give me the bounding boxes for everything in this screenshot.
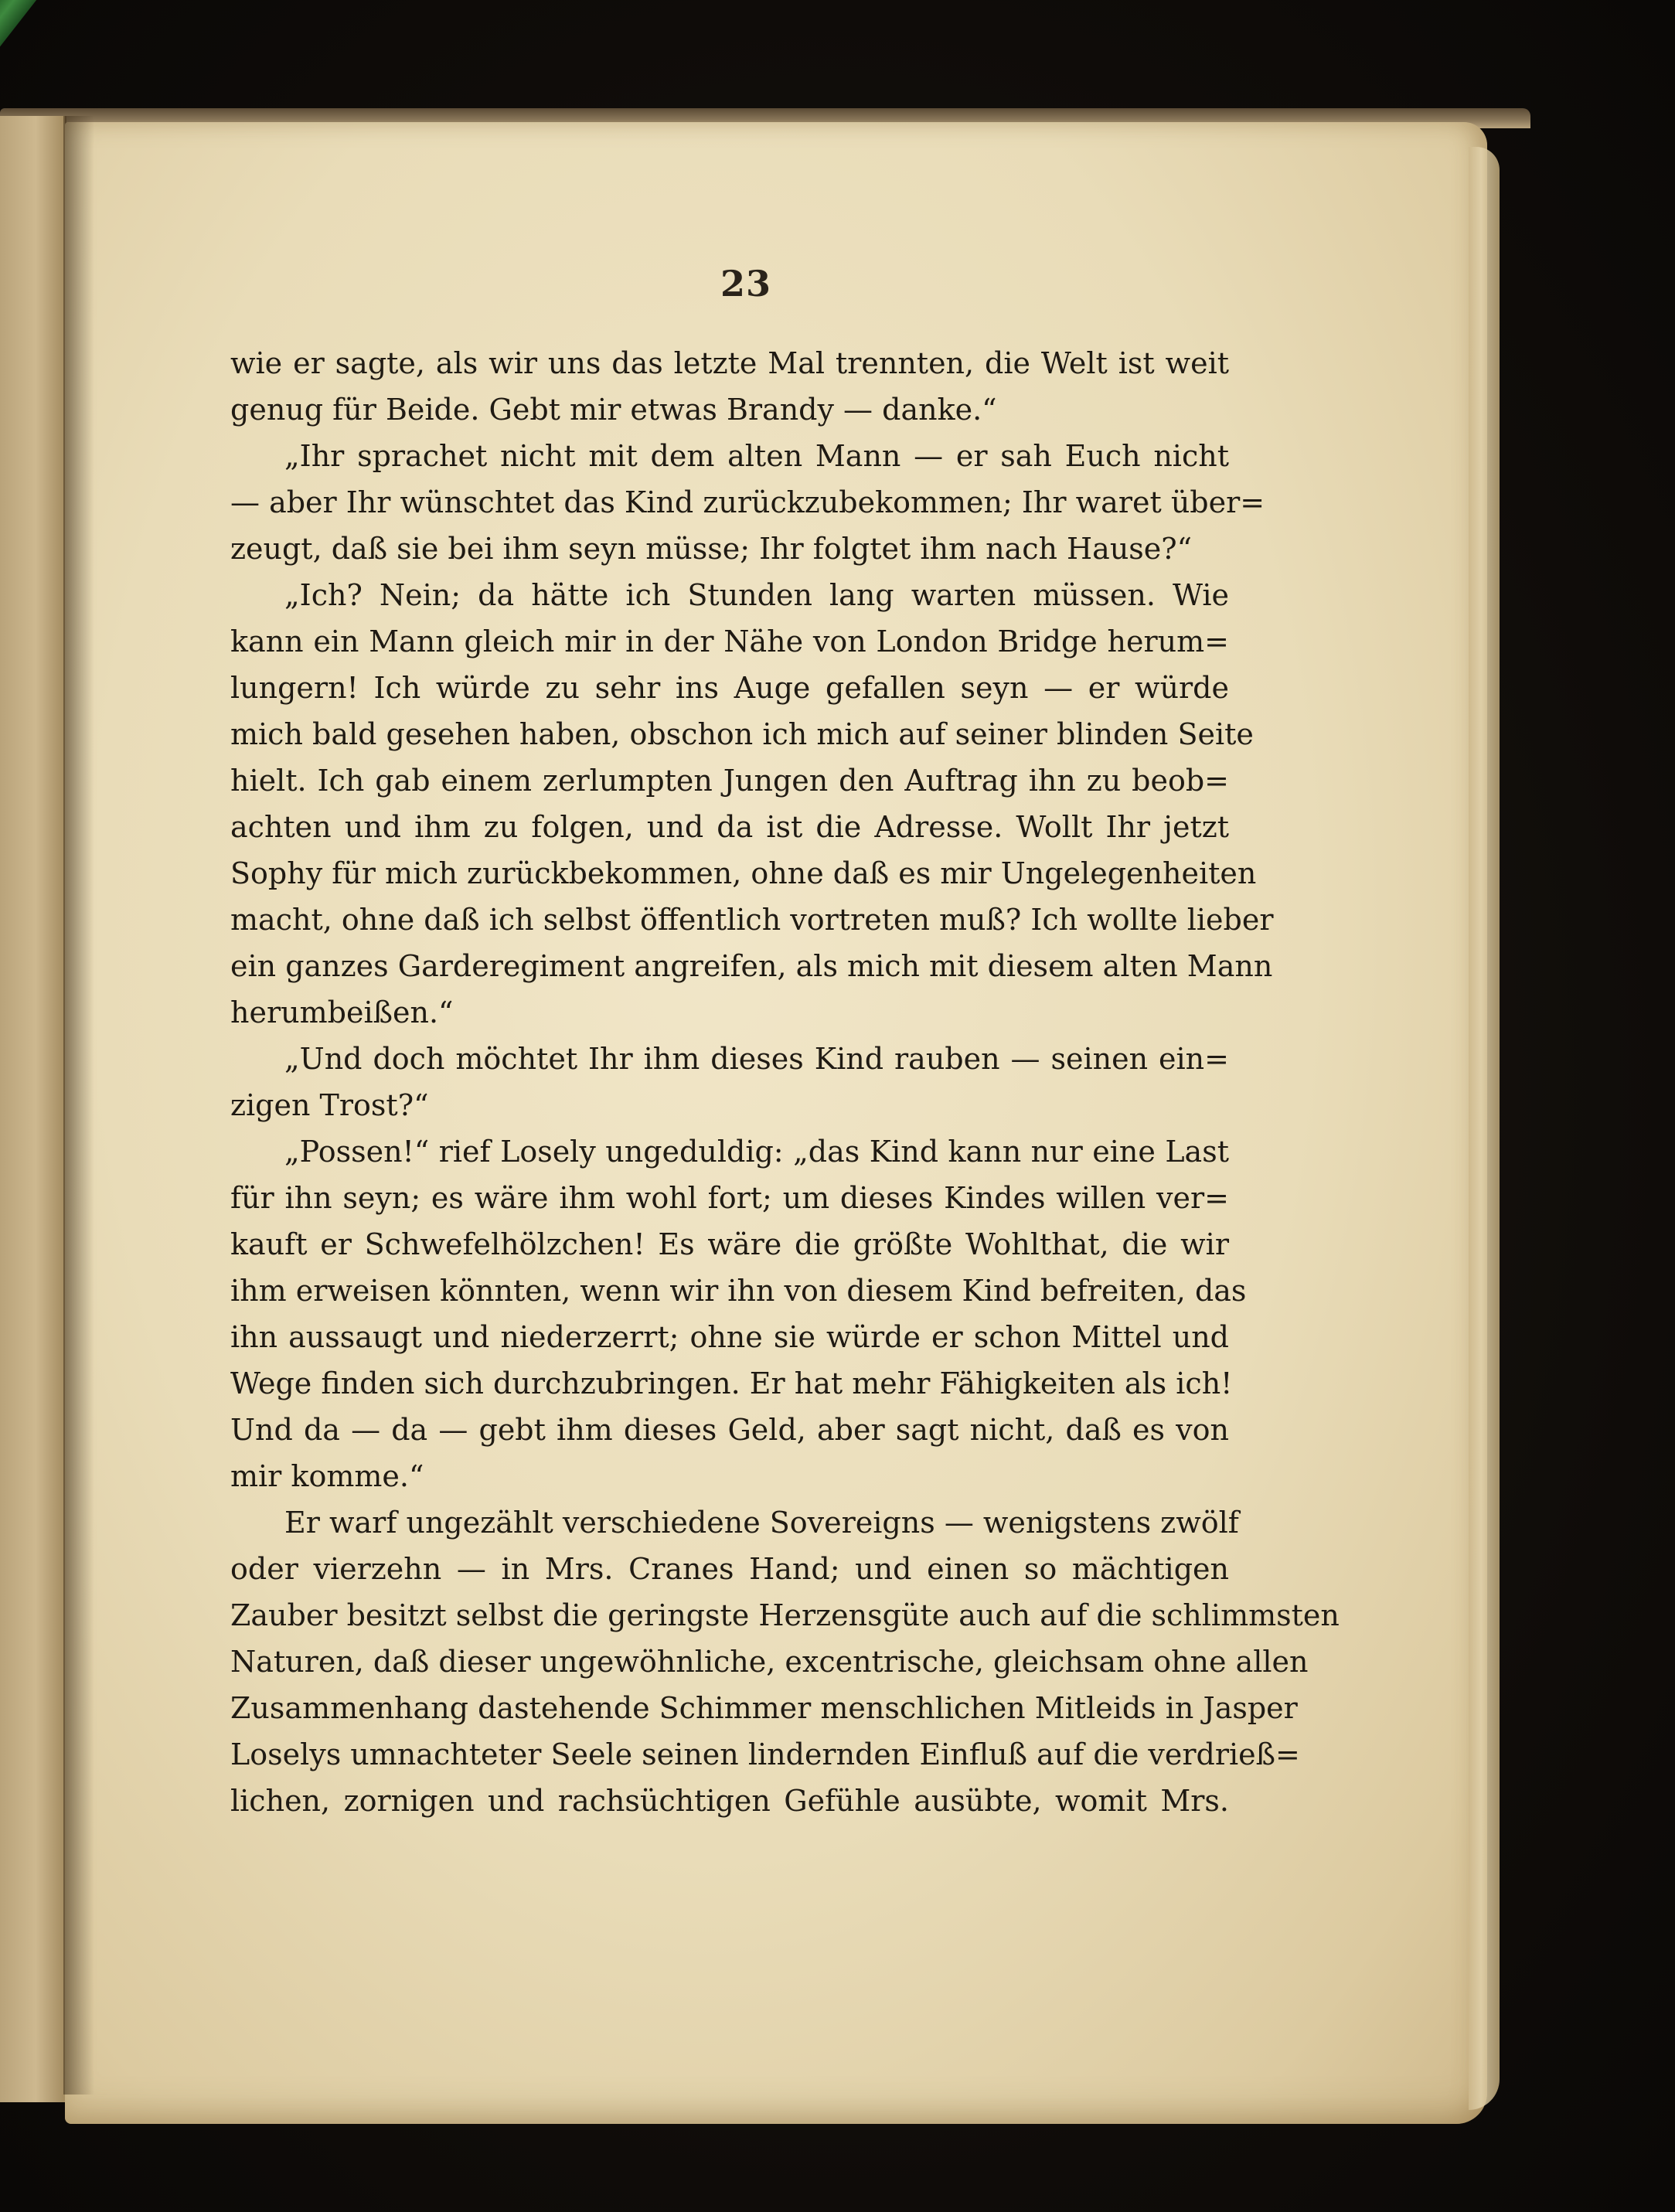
text-line: kauft er Schwefelhölzchen! Es wäre die größte Wohlthat, die wir	[230, 1227, 1229, 1261]
text-line: Sophy für mich zurückbekommen, ohne daß es mir Ungelegenheiten	[230, 856, 1257, 890]
text-line: Er warf ungezählt verschiedene Sovereigns — wenigstens zwölf	[284, 1506, 1239, 1540]
text-line: ein ganzes Garderegiment angreifen, als mich mit diesem alten Mann	[230, 949, 1273, 983]
text-line: Zusammenhang dastehende Schimmer menschlichen Mitleids in Jasper	[230, 1691, 1298, 1725]
spine-shadow	[63, 116, 94, 2095]
text-line: zigen Trost?“	[230, 1088, 429, 1122]
body-text	[230, 340, 1340, 1824]
text-line: wie er sagte, als wir uns das letzte Mal trennten, die Welt ist weit	[230, 346, 1229, 380]
text-line: herumbeißen.“	[230, 995, 454, 1029]
text-line: oder vierzehn — in Mrs. Cranes Hand; und einen so mächtigen	[230, 1552, 1229, 1586]
text-line: lichen, zornigen und rachsüchtigen Gefühle ausübte, womit Mrs.	[230, 1784, 1229, 1818]
text-line: hielt. Ich gab einem zerlumpten Jungen den Auftrag ihn zu beob=	[230, 764, 1229, 798]
text-line: für ihn seyn; es wäre ihm wohl fort; um dieses Kindes willen ver=	[230, 1181, 1229, 1215]
left-page-edge	[0, 116, 66, 2102]
text-line: Und da — da — gebt ihm dieses Geld, aber sagt nicht, daß es von	[230, 1413, 1229, 1447]
text-line: kann ein Mann gleich mir in der Nähe von London Bridge herum=	[230, 624, 1229, 658]
text-line: ihm erweisen könnten, wenn wir ihn von diesem Kind befreiten, das	[230, 1274, 1247, 1308]
text-line: Loselys umnachteter Seele seinen lindernden Einfluß auf die verdrieß=	[230, 1737, 1300, 1771]
text-line: „Und doch möchtet Ihr ihm dieses Kind rauben — seinen ein=	[284, 1042, 1229, 1076]
text-line: „Ihr sprachet nicht mit dem alten Mann — er sah Euch nicht	[284, 439, 1229, 473]
text-line: macht, ohne daß ich selbst öffentlich vortreten muß? Ich wollte lieber	[230, 903, 1274, 937]
text-line: Wege finden sich durchzubringen. Er hat mehr Fähigkeiten als ich!	[230, 1366, 1233, 1400]
text-line: „Ich? Nein; da hätte ich Stunden lang warten müssen. Wie	[284, 578, 1229, 612]
page-edge-right	[1469, 147, 1500, 2110]
text-line: Naturen, daß dieser ungewöhnliche, excentrische, gleichsam ohne allen	[230, 1645, 1309, 1679]
text-line: ihn aussaugt und niederzerrt; ohne sie würde er schon Mittel und	[230, 1320, 1229, 1354]
text-line: mich bald gesehen haben, obschon ich mich auf seiner blinden Seite	[230, 717, 1254, 751]
text-line: — aber Ihr wünschtet das Kind zurückzubekommen; Ihr waret über=	[230, 485, 1265, 519]
text-line: genug für Beide. Gebt mir etwas Brandy — danke.“	[230, 393, 997, 427]
text-line: zeugt, daß sie bei ihm seyn müsse; Ihr folgtet ihm nach Hause?“	[230, 532, 1193, 566]
text-line: mir komme.“	[230, 1459, 424, 1493]
page-number: 23	[720, 263, 771, 305]
text-line: „Possen!“ rief Losely ungeduldig: „das Kind kann nur eine Last	[284, 1135, 1229, 1169]
text-line: achten und ihm zu folgen, und da ist die Adresse. Wollt Ihr jetzt	[230, 810, 1229, 844]
text-line: lungern! Ich würde zu sehr ins Auge gefallen seyn — er würde	[230, 671, 1229, 705]
text-line: Zauber besitzt selbst die geringste Herzensgüte auch auf die schlimmsten	[230, 1598, 1340, 1632]
